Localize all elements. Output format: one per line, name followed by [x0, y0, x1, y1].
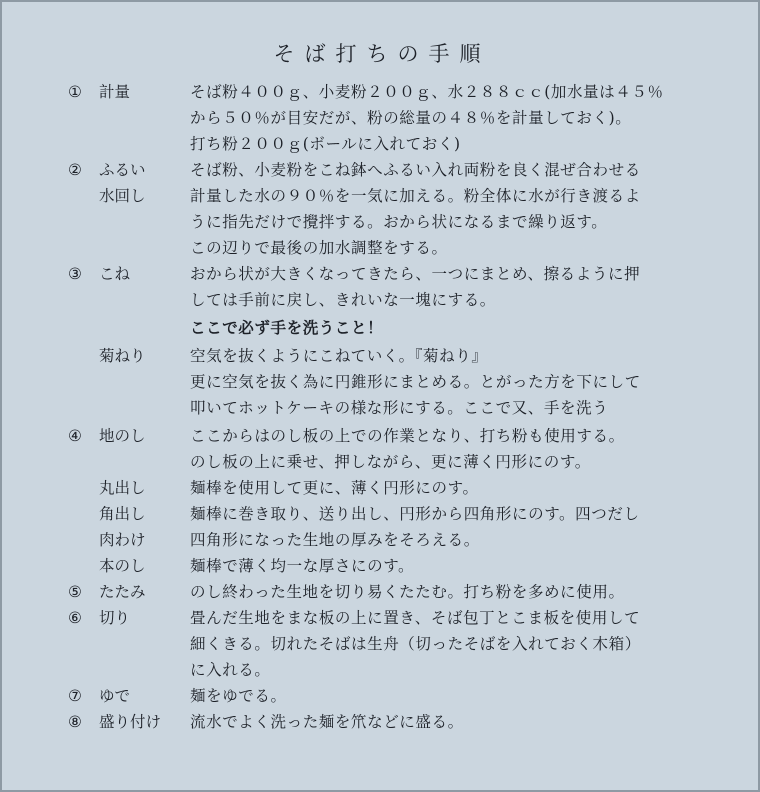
step-text-line: ここからはのし板の上での作業となり、打ち粉も使用する。 — [190, 427, 625, 445]
step-number: ④ — [68, 427, 82, 445]
step-row — [2, 209, 760, 235]
step-number: ⑥ — [68, 609, 82, 627]
step-label: 水回し — [99, 187, 146, 205]
step-row — [2, 105, 760, 131]
step-label: 角出し — [99, 505, 146, 523]
step-text-line: 流水でよく洗った麺を笊などに盛る。 — [190, 713, 464, 731]
step-label: 丸出し — [99, 479, 146, 497]
step-number: ⑤ — [68, 583, 82, 601]
step-row — [2, 475, 760, 501]
step-text-line: 細くきる。切れたそばは生舟（切ったそばを入れておく木箱） — [190, 635, 641, 653]
step-label: 肉わけ — [99, 531, 146, 549]
step-text-line: から５０％が目安だが、粉の総量の４８％を計量しておく)。 — [190, 109, 632, 127]
step-text-line: 更に空気を抜く為に円錐形にまとめる。とがった方を下にして — [190, 373, 641, 391]
step-label: こね — [99, 265, 131, 283]
step-label: ふるい — [99, 161, 146, 179]
step-text-line: うに指先だけで攪拌する。おから状になるまで繰り返す。 — [190, 213, 608, 231]
step-text-line: に入れる。 — [190, 661, 271, 679]
step-number: ① — [68, 83, 82, 101]
step-row — [2, 709, 760, 735]
step-text-line: 麺棒で薄く均一な厚さにのす。 — [190, 557, 415, 575]
step-row — [2, 369, 760, 395]
step-number: ② — [68, 161, 82, 179]
step-text-line: そば粉４００ｇ、小麦粉２００ｇ、水２８８ｃｃ(加水量は４５％ — [190, 83, 664, 101]
step-text-line: 畳んだ生地をまな板の上に置き、そば包丁とこま板を使用して — [190, 609, 641, 627]
step-text-line: 麺をゆでる。 — [190, 687, 287, 705]
step-row — [2, 553, 760, 579]
step-number: ③ — [68, 265, 82, 283]
step-row — [2, 395, 760, 421]
step-label: たたみ — [99, 583, 146, 601]
step-text-line: 四角形になった生地の厚みをそろえる。 — [190, 531, 480, 549]
step-row — [2, 157, 760, 183]
step-text-line: おから状が大きくなってきたら、一つにまとめ、擦るように押 — [190, 265, 641, 283]
step-label: 計量 — [99, 83, 131, 101]
step-row — [2, 131, 760, 157]
document-title: そば打ちの手順 — [273, 42, 491, 66]
step-row — [2, 449, 760, 475]
step-row — [2, 657, 760, 683]
step-row — [2, 183, 760, 209]
step-text-line: 打ち粉２００ｇ(ボールに入れておく) — [190, 135, 461, 153]
step-text-line: 麺棒に巻き取り、送り出し、円形から四角形にのす。四つだし — [190, 505, 640, 523]
step-row — [2, 501, 760, 527]
step-text-line: この辺りで最後の加水調整をする。 — [190, 239, 448, 257]
step-row — [2, 631, 760, 657]
step-row — [2, 315, 760, 341]
step-label: 盛り付け — [99, 713, 162, 731]
step-row — [2, 683, 760, 709]
step-row — [2, 79, 760, 105]
step-number: ⑦ — [68, 687, 82, 705]
step-label: 地のし — [99, 427, 146, 445]
step-row — [2, 423, 760, 449]
step-label: 菊ねり — [99, 347, 146, 365]
step-text-line: 叩いてホットケーキの様な形にする。ここで又、手を洗う — [190, 399, 609, 417]
step-row — [2, 235, 760, 261]
step-number: ⑧ — [68, 713, 82, 731]
step-row — [2, 527, 760, 553]
step-label: 切り — [99, 609, 131, 627]
step-text-line: のし終わった生地を切り易くたたむ。打ち粉を多めに使用。 — [190, 583, 625, 601]
step-label: 本のし — [99, 557, 146, 575]
step-text-line: しては手前に戻し、きれいな一塊にする。 — [190, 291, 496, 309]
step-row — [2, 287, 760, 313]
step-text-line: のし板の上に乗せ、押しながら、更に薄く円形にのす。 — [190, 453, 591, 471]
step-row — [2, 579, 760, 605]
step-text-line: そば粉、小麦粉をこね鉢へふるい入れ両粉を良く混ぜ合わせる — [190, 161, 641, 179]
step-row — [2, 261, 760, 287]
step-note: ここで必ず手を洗うこと！ — [190, 318, 384, 337]
step-text-line: 空気を抜くようにこねていく。『菊ねり』 — [190, 347, 488, 365]
step-text-line: 麺棒を使用して更に、薄く円形にのす。 — [190, 479, 479, 497]
step-row — [2, 343, 760, 369]
step-label: ゆで — [99, 687, 131, 705]
step-text-line: 計量した水の９０％を一気に加える。粉全体に水が行き渡るよ — [190, 187, 641, 205]
step-row — [2, 605, 760, 631]
